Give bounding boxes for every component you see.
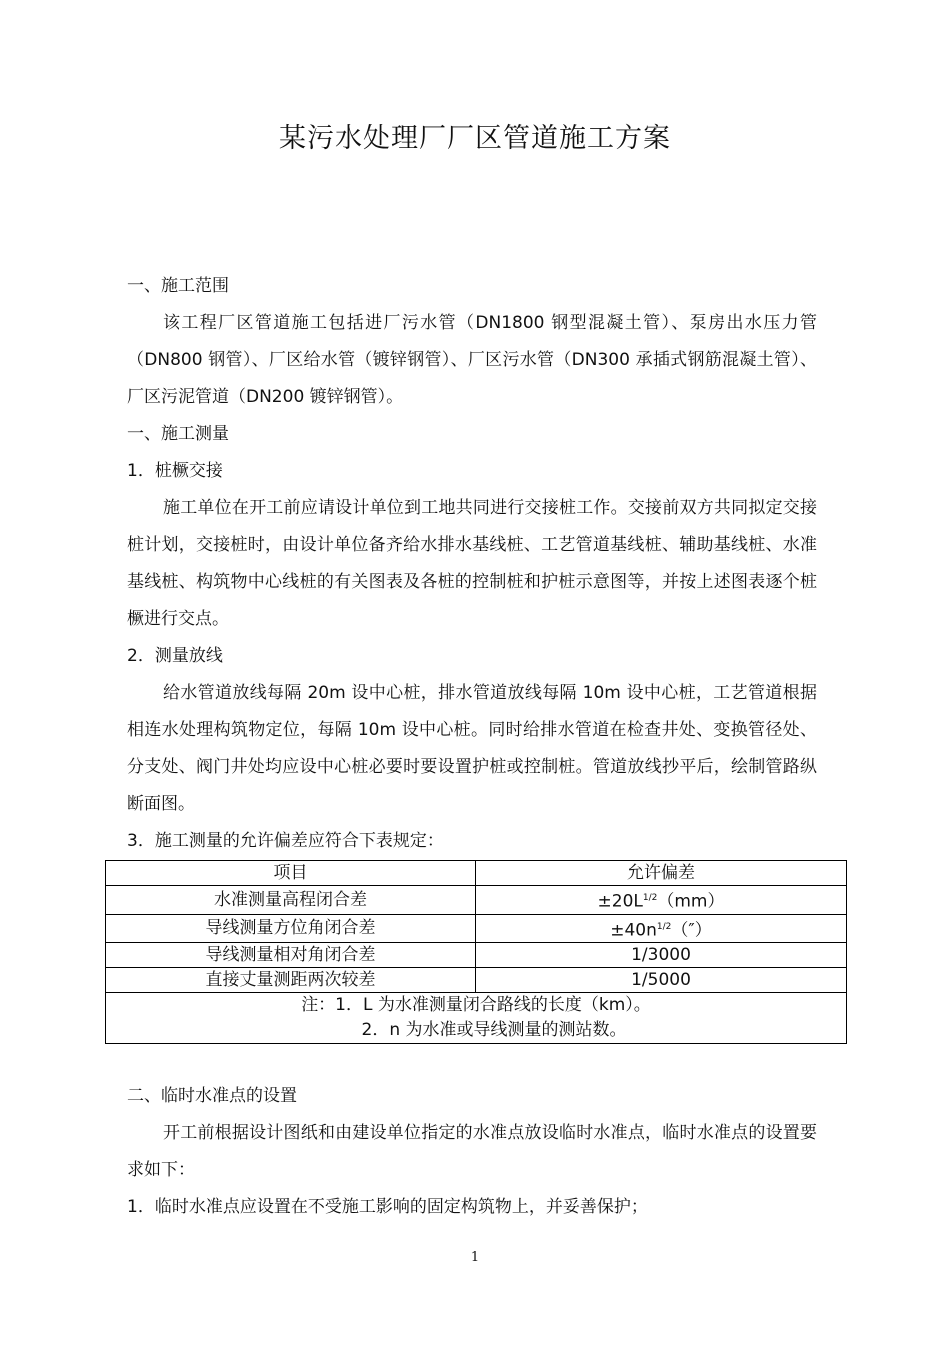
table-row	[106, 943, 847, 968]
subheading-stake-handover: 1．桩橛交接	[127, 461, 223, 481]
table-cell-item: 导线测量相对角闭合差	[106, 943, 476, 968]
table-row	[106, 914, 847, 943]
tolerance-base: ±40n	[610, 920, 657, 941]
table-notes	[106, 993, 847, 1044]
tolerance-table	[105, 860, 847, 1044]
section-heading-benchmark: 二、临时水准点的设置	[127, 1086, 297, 1106]
table-cell-tolerance: 1/3000	[476, 943, 847, 968]
table-cell-tolerance	[476, 914, 847, 943]
table-row	[106, 968, 847, 993]
list-item-benchmark-1: 1．临时水准点应设置在不受施工影响的固定构筑物上，并妥善保护；	[127, 1197, 648, 1217]
table-header-item: 项目	[106, 861, 476, 886]
table-cell-tolerance	[476, 886, 847, 915]
tolerance-exponent: 1/2	[642, 893, 658, 903]
section-heading-survey: 一、施工测量	[127, 424, 229, 444]
table-cell-item: 导线测量方位角闭合差	[106, 914, 476, 943]
document-body	[127, 268, 817, 860]
table-header-tolerance: 允许偏差	[476, 861, 847, 886]
table-cell-item: 直接丈量测距两次较差	[106, 968, 476, 993]
tolerance-exponent: 1/2	[656, 921, 672, 932]
table-notes-row	[106, 993, 847, 1044]
subheading-layout: 2．测量放线	[127, 646, 223, 666]
subheading-tolerance: 3．施工测量的允许偏差应符合下表规定：	[127, 831, 444, 851]
paragraph-stake-handover: 施工单位在开工前应请设计单位到工地共同进行交接桩工作。交接前双方共同拟定交接桩计划，交接桩时，由设计单位备齐给水排水基线桩、工艺管道基线桩、辅助基线桩、水准基线桩、构筑物中心线桩的有关图表及各桩的控制桩和护桩示意图等，并按上述图表逐个桩橛进行交点。	[127, 498, 817, 629]
table-cell-item: 水准测量高程闭合差	[106, 886, 476, 915]
paragraph-scope: 该工程厂区管道施工包括进厂污水管（DN1800 钢型混凝土管）、泵房出水压力管（DN800 钢管）、厂区给水管（镀锌钢管）、厂区污水管（DN300 承插式钢筋混凝土管）、厂区污泥管道（DN200 镀锌钢管）。	[127, 313, 817, 407]
tolerance-base: ±20L	[597, 891, 643, 912]
table-note-1: 注：1．L 为水准测量闭合路线的长度（km）。	[301, 995, 651, 1016]
table-note-2: 2．n 为水准或导线测量的测站数。	[361, 1020, 627, 1041]
page-number: 1	[470, 1250, 480, 1265]
section-heading-scope: 一、施工范围	[127, 276, 229, 296]
paragraph-layout: 给水管道放线每隔 20m 设中心桩，排水管道放线每隔 10m 设中心桩，工艺管道根据相连水处理构筑物定位，每隔 10m 设中心桩。同时给排水管道在检查井处、变换管径处、分支处、阀门井处均应设中心桩必要时要设置护桩或控制桩。管道放线抄平后，绘制管路纵断面图。	[127, 683, 817, 814]
table-row	[106, 886, 847, 915]
paragraph-benchmark: 开工前根据设计图纸和由建设单位指定的水准点放设临时水准点，临时水准点的设置要求如下：	[127, 1123, 817, 1180]
document-title: 某污水处理厂厂区管道施工方案	[279, 123, 671, 154]
document-body-continued	[127, 1078, 817, 1226]
table-header-row	[106, 861, 847, 886]
table-cell-tolerance: 1/5000	[476, 968, 847, 993]
tolerance-unit: （″）	[671, 920, 712, 941]
tolerance-unit: （mm）	[657, 891, 725, 912]
